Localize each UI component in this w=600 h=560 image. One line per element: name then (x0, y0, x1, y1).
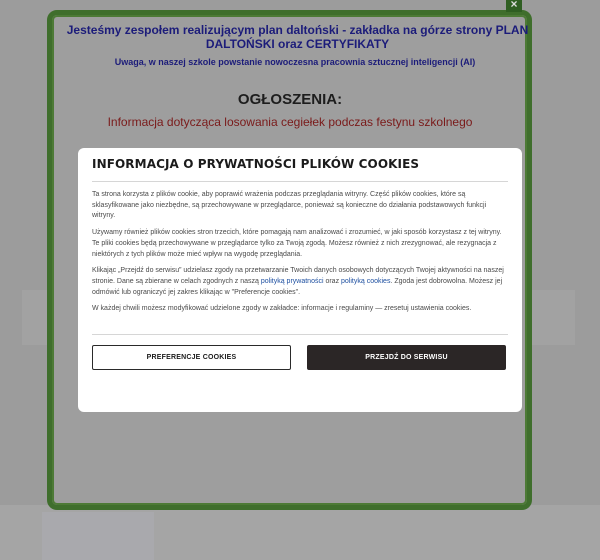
announcement-link[interactable]: Informacja dotycząca losowania cegiełek podczas festynu szkolnego (107, 115, 473, 129)
cookie-paragraph-2: Używamy również plików cookies stron trzecich, które pomagają nam analizować i zrozumieć, w jaki sposób korzystasz z tej witryny. Te pliki cookies będą przechowywane w przeglądarce tylko za Twoją zgodą. Możesz również z nich zrezygnować, ale rezygnacja z niektórych z tych plików może mieć wpływ na wygodę przeglądania. (92, 229, 502, 258)
cookie-paragraph-3-text-a: Klikając „Przejdź do serwisu” udzielasz zgody na przetwarzanie Twoich danych osobowych dotyczących Twojej aktywności na naszej stronie. Dane są zbierane w celach zgodnych z naszą (92, 267, 504, 285)
cookie-paragraph-3-text-b: oraz (323, 277, 342, 285)
announcement-ai-notice: Uwaga, w naszej szkole powstanie nowoczesna pracownia sztucznej inteligencji (AI) (114, 57, 476, 67)
cookie-paragraph-1: Ta strona korzysta z plików cookie, aby poprawić wrażenia podczas przeglądania witryny. Część plików cookies, które są sklasyfikowane jako niezbędne, są przechowywane w przeglądarce, ponieważ są konieczne do działania podstawowych funkcji witryny. (92, 191, 487, 220)
cookie-preferences-button[interactable]: PREFERENCJE COOKIES (92, 345, 291, 370)
cookie-policy-link[interactable]: polityką cookies (341, 277, 391, 285)
go-to-site-button[interactable]: PRZEJDŹ DO SERWISU (307, 345, 506, 370)
background-panel-right (530, 290, 575, 345)
cookie-paragraph-3-text-c: . Zgoda jest dobrowolna. Możesz jej odmówić lub ograniczyć jej zakres klikając w "Preferencje cookies". (92, 277, 503, 296)
cookie-dialog-title: INFORMACJA O PRYWATNOŚCI PLIKÓW COOKIES (92, 157, 420, 171)
announcement-text: Jesteśmy zespołem realizującym plan daltoński - zakładka na górze strony PLAN DALTOŃSKI oraz CERTYFIKATY (66, 23, 529, 51)
privacy-policy-link[interactable]: polityką prywatności (260, 277, 324, 285)
divider (92, 334, 508, 335)
close-icon[interactable]: × (506, 0, 522, 12)
cookie-paragraph-4: W każdej chwili możesz modyfikować udzielone zgody w zakładce: informacje i regulaminy — zresetuj ustawienia cookies. (92, 305, 472, 313)
announcement-heading: OGŁOSZENIA: (237, 91, 343, 108)
divider (92, 181, 508, 182)
cookie-dialog-body (92, 190, 504, 321)
background-footer-box (42, 512, 154, 560)
cookie-consent-dialog (78, 148, 522, 412)
cookie-paragraph-3 (92, 266, 504, 298)
